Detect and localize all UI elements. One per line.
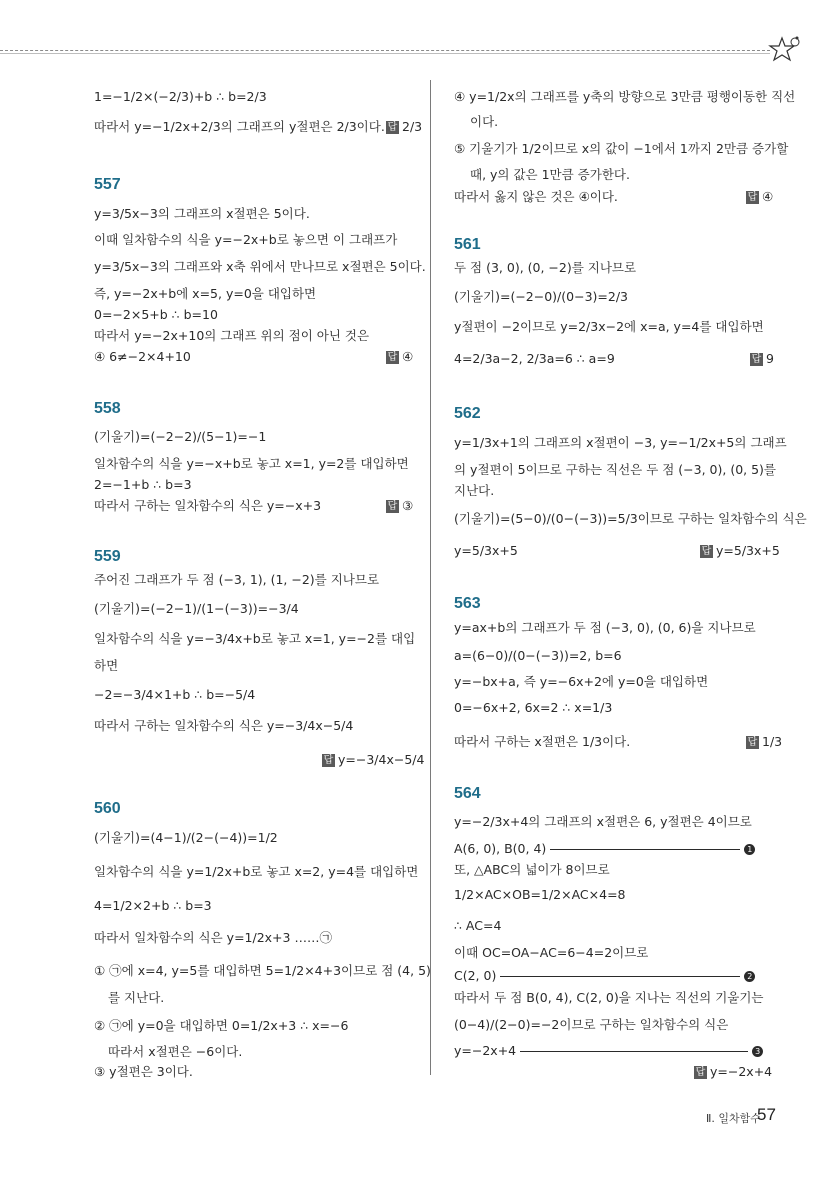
text-line: 지난다. bbox=[454, 483, 495, 498]
text-line: 0=−2×5+b ∴ b=10 bbox=[94, 307, 218, 322]
answer-value: 1/3 bbox=[762, 734, 783, 749]
answer-tag: 답 bbox=[323, 755, 334, 766]
text-fragment: A(6, 0), B(0, 4) bbox=[454, 841, 547, 856]
answer bbox=[386, 497, 413, 515]
answer bbox=[746, 733, 782, 751]
problem-number: 561 bbox=[454, 236, 481, 253]
step-marker: 2 bbox=[744, 971, 755, 982]
answer-tag: 답 bbox=[701, 546, 712, 557]
text-fragment: C(2, 0) bbox=[454, 968, 497, 983]
text-line: (기울기)=(−2−2)/(5−1)=−1 bbox=[94, 429, 267, 444]
header-rule bbox=[0, 50, 770, 51]
answer-tag: 답 bbox=[747, 192, 758, 203]
text-line: 하면 bbox=[94, 658, 119, 673]
step-marker: 1 bbox=[744, 844, 755, 855]
problem-number: 558 bbox=[94, 400, 121, 417]
text-line: 이때 OC=OA−AC=6−4=2이므로 bbox=[454, 945, 649, 960]
page-number: 57 bbox=[757, 1105, 776, 1124]
text-line: (기울기)=(−2−1)/(1−(−3))=−3/4 bbox=[94, 601, 299, 616]
answer bbox=[322, 751, 424, 769]
problem-number: 559 bbox=[94, 548, 121, 565]
answer-value: 9 bbox=[766, 351, 774, 366]
text-line: y=1/3x+1의 그래프의 x절편이 −3, y=−1/2x+5의 그래프 bbox=[454, 435, 787, 450]
text-line bbox=[454, 1042, 763, 1060]
answer-value: ④ bbox=[402, 349, 414, 364]
text-line: 1/2×AC×OB=1/2×AC×4=8 bbox=[454, 887, 626, 902]
text-line: 일차함수의 식을 y=−x+b로 놓고 x=1, y=2를 대입하면 bbox=[94, 456, 409, 471]
text-line: 2=−1+b ∴ b=3 bbox=[94, 477, 192, 492]
text-line: 의 y절편이 5이므로 구하는 직선은 두 점 (−3, 0), (0, 5)를 bbox=[454, 462, 776, 477]
answer-value: ④ bbox=[762, 189, 774, 204]
answer-value: y=−2x+4 bbox=[710, 1064, 773, 1079]
star-icon bbox=[768, 35, 802, 65]
answer bbox=[750, 350, 774, 368]
problem-number: 557 bbox=[94, 176, 121, 193]
problem-number: 562 bbox=[454, 405, 481, 422]
text-line: ③ y절편은 3이다. bbox=[94, 1064, 193, 1079]
text-line: 따라서 구하는 x절편은 1/3이다. bbox=[454, 734, 631, 749]
leader-line bbox=[500, 976, 740, 977]
text-line: 때, y의 값은 1만큼 증가한다. bbox=[470, 167, 630, 182]
text-line: 일차함수의 식을 y=1/2x+b로 놓고 x=2, y=4를 대입하면 bbox=[94, 864, 419, 879]
text-line: 따라서 x절편은 −6이다. bbox=[108, 1044, 243, 1059]
leader-line bbox=[550, 849, 740, 850]
text-line: y=ax+b의 그래프가 두 점 (−3, 0), (0, 6)을 지나므로 bbox=[454, 620, 756, 635]
answer-tag: 답 bbox=[387, 122, 398, 133]
text-line: (기울기)=(4−1)/(2−(−4))=1/2 bbox=[94, 830, 278, 845]
answer bbox=[386, 348, 413, 366]
text-fragment: y=−2x+4 bbox=[454, 1043, 517, 1058]
leader-line bbox=[520, 1051, 748, 1052]
problem-number: 560 bbox=[94, 800, 121, 817]
column-divider bbox=[430, 80, 431, 1075]
text-line: 를 지난다. bbox=[108, 990, 165, 1005]
text-line: ② ㉠에 y=0을 대입하면 0=1/2x+3 ∴ x=−6 bbox=[94, 1018, 349, 1033]
text-line: 이때 일차함수의 식을 y=−2x+b로 놓으면 이 그래프가 bbox=[94, 232, 398, 247]
answer-value: y=−3/4x−5/4 bbox=[338, 752, 425, 767]
text-line: ∴ AC=4 bbox=[454, 918, 502, 933]
text-line: 따라서 y=−2x+10의 그래프 위의 점이 아닌 것은 bbox=[94, 328, 370, 343]
answer bbox=[694, 1063, 772, 1081]
text-line: 따라서 옳지 않은 것은 ④이다. bbox=[454, 189, 618, 204]
text-line: y=−bx+a, 즉 y=−6x+2에 y=0을 대입하면 bbox=[454, 674, 709, 689]
answer-value: ③ bbox=[402, 498, 414, 513]
text-line: y=3/5x−3의 그래프의 x절편은 5이다. bbox=[94, 206, 310, 221]
text-line: 따라서 일차함수의 식은 y=1/2x+3 ……㉠ bbox=[94, 930, 332, 945]
text-line: a=(6−0)/(0−(−3))=2, b=6 bbox=[454, 648, 622, 663]
text-line: (기울기)=(−2−0)/(0−3)=2/3 bbox=[454, 289, 628, 304]
text-line: 따라서 구하는 일차함수의 식은 y=−x+3 bbox=[94, 498, 322, 513]
text-line: ④ 6≠−2×4+10 bbox=[94, 349, 191, 364]
text-line bbox=[454, 967, 755, 985]
answer bbox=[700, 542, 780, 560]
text-line: 또, △ABC의 넓이가 8이므로 bbox=[454, 862, 610, 877]
text-line: ④ y=1/2x의 그래프를 y축의 방향으로 3만큼 평행이동한 직선 bbox=[454, 89, 796, 104]
text-line: y=−2/3x+4의 그래프의 x절편은 6, y절편은 4이므로 bbox=[454, 814, 752, 829]
text-line: y=3/5x−3의 그래프와 x축 위에서 만나므로 x절편은 5이다. bbox=[94, 259, 426, 274]
text-line: 즉, y=−2x+b에 x=5, y=0을 대입하면 bbox=[94, 286, 317, 301]
answer bbox=[386, 118, 422, 136]
answer-value: y=5/3x+5 bbox=[716, 543, 780, 558]
text-line: (0−4)/(2−0)=−2이므로 구하는 일차함수의 식은 bbox=[454, 1017, 729, 1032]
text-line: 이다. bbox=[470, 114, 499, 129]
text-line: (기울기)=(5−0)/(0−(−3))=5/3이므로 구하는 일차함수의 식은 bbox=[454, 511, 807, 526]
answer-tag: 답 bbox=[695, 1067, 706, 1078]
text-line: 따라서 y=−1/2x+2/3의 그래프의 y절편은 2/3이다. bbox=[94, 119, 385, 134]
text-line: 두 점 (3, 0), (0, −2)를 지나므로 bbox=[454, 260, 637, 275]
answer-tag: 답 bbox=[747, 737, 758, 748]
text-line: −2=−3/4×1+b ∴ b=−5/4 bbox=[94, 687, 256, 702]
text-line: 따라서 구하는 일차함수의 식은 y=−3/4x−5/4 bbox=[94, 718, 354, 733]
answer-tag: 답 bbox=[751, 354, 762, 365]
problem-number: 564 bbox=[454, 785, 481, 802]
text-line: 일차함수의 식을 y=−3/4x+b로 놓고 x=1, y=−2를 대입 bbox=[94, 631, 416, 646]
footer-section: Ⅱ. 일차함수 bbox=[706, 1112, 761, 1125]
header-rule-2 bbox=[0, 53, 770, 54]
step-marker: 3 bbox=[752, 1046, 763, 1057]
text-line: ⑤ 기울기가 1/2이므로 x의 값이 −1에서 1까지 2만큼 증가할 bbox=[454, 141, 789, 156]
text-line: 1=−1/2×(−2/3)+b ∴ b=2/3 bbox=[94, 89, 267, 104]
answer-tag: 답 bbox=[387, 501, 398, 512]
text-line: y절편이 −2이므로 y=2/3x−2에 x=a, y=4를 대입하면 bbox=[454, 319, 764, 334]
answer bbox=[746, 188, 773, 206]
text-line: 4=1/2×2+b ∴ b=3 bbox=[94, 898, 212, 913]
text-line: 주어진 그래프가 두 점 (−3, 1), (1, −2)를 지나므로 bbox=[94, 572, 380, 587]
problem-number: 563 bbox=[454, 595, 481, 612]
text-line: y=5/3x+5 bbox=[454, 543, 518, 558]
text-line: 4=2/3a−2, 2/3a=6 ∴ a=9 bbox=[454, 351, 615, 366]
text-line: ① ㉠에 x=4, y=5를 대입하면 5=1/2×4+3이므로 점 (4, 5) bbox=[94, 963, 431, 978]
text-line: 따라서 두 점 B(0, 4), C(2, 0)을 지나는 직선의 기울기는 bbox=[454, 990, 764, 1005]
text-line: 0=−6x+2, 6x=2 ∴ x=1/3 bbox=[454, 700, 613, 715]
text-line bbox=[454, 840, 755, 858]
answer-value: 2/3 bbox=[402, 119, 423, 134]
answer-tag: 답 bbox=[387, 352, 398, 363]
